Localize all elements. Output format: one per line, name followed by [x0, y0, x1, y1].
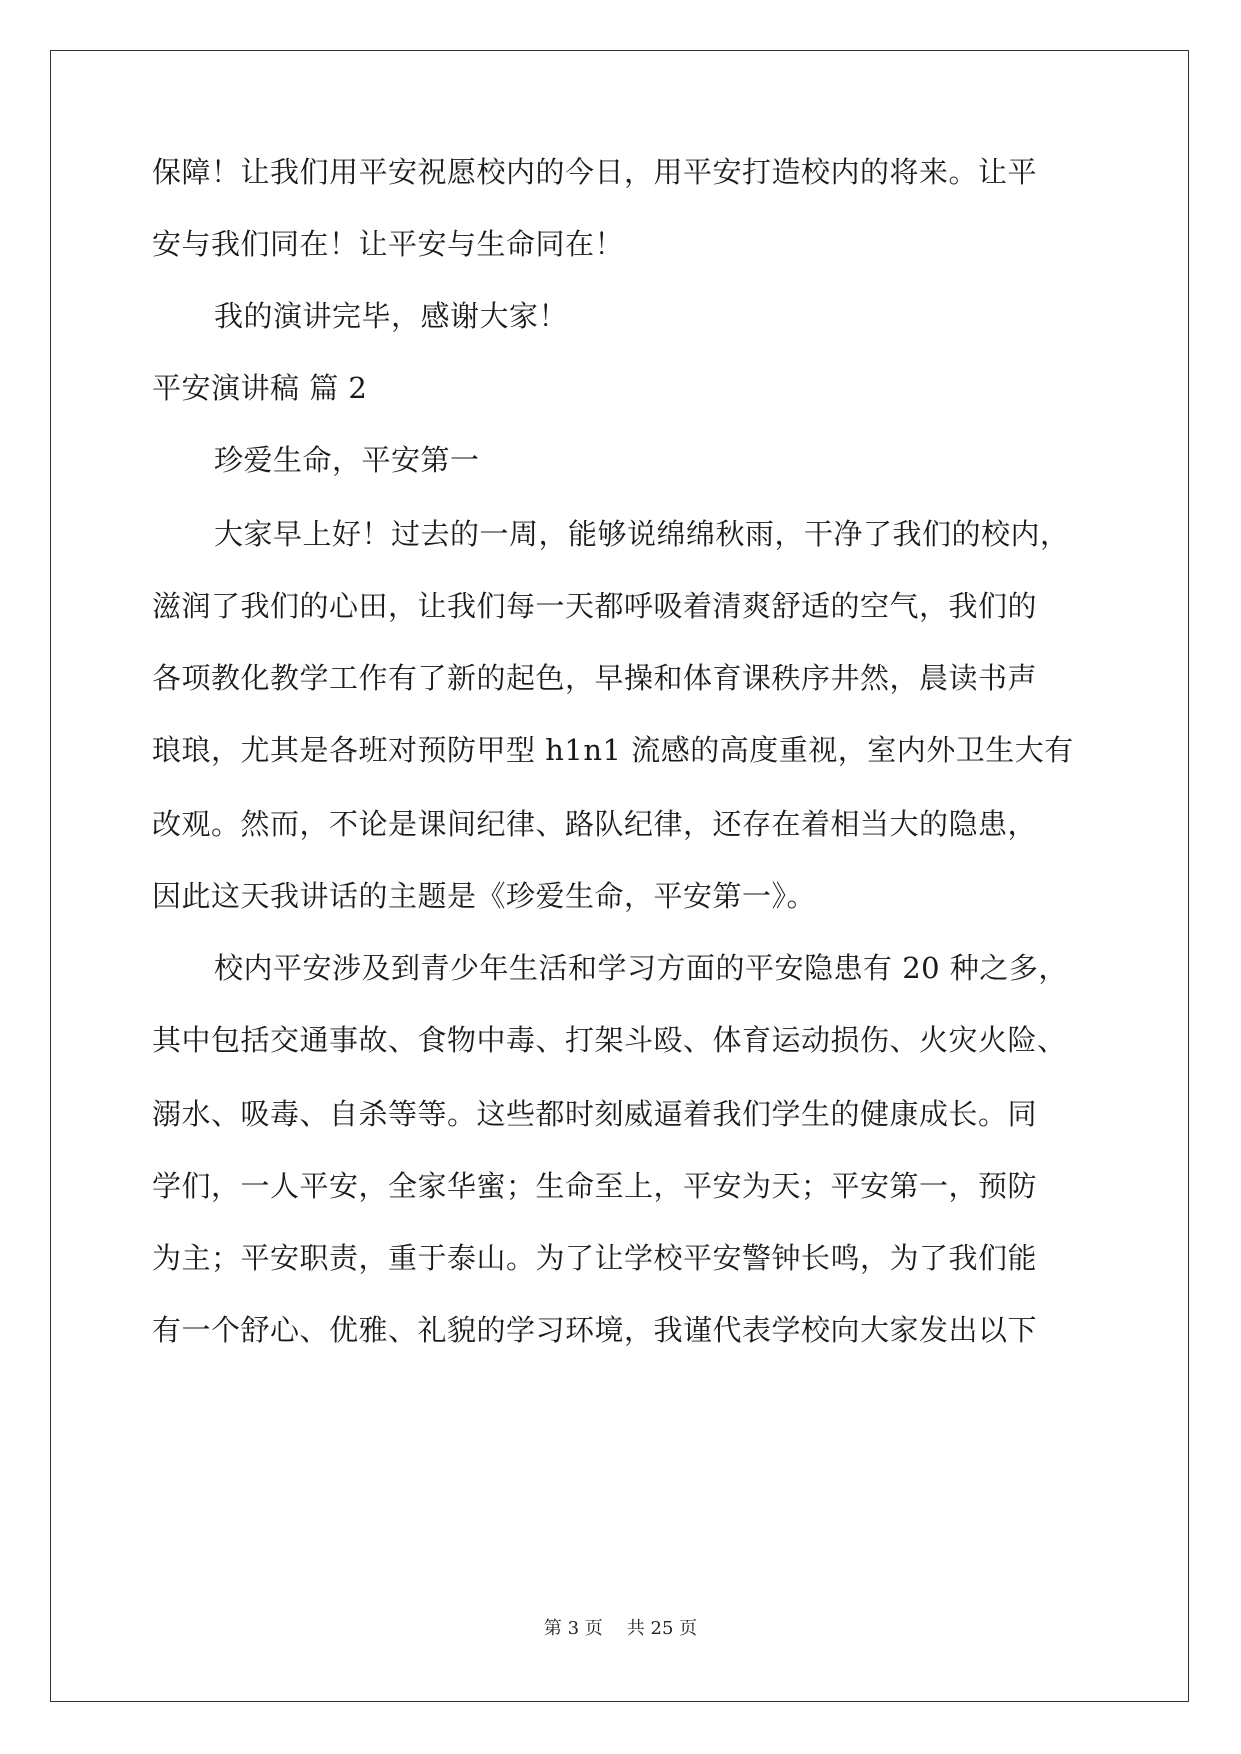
text-line: 安与我们同在！让平安与生命同在！: [152, 227, 625, 261]
text-line: 溺水、吸毒、自杀等等。这些都时刻威逼着我们学生的健康成长。同: [152, 1097, 1038, 1131]
page-footer: [0, 1617, 1241, 1641]
text-line: 保障！让我们用平安祝愿校内的今日，用平安打造校内的将来。让平: [152, 155, 1038, 189]
text-line: 改观。然而，不论是课间纪律、路队纪律，还存在着相当大的隐患，: [152, 807, 1038, 841]
page-number: 第 3 页: [543, 1618, 603, 1639]
text-line: 校内平安涉及到青少年生活和学习方面的平安隐患有 20 种之多，: [214, 951, 1068, 985]
text-line: 琅琅，尤其是各班对预防甲型 h1n1 流感的高度重视，室内外卫生大有: [152, 733, 1074, 767]
text-line: 有一个舒心、优雅、礼貌的学习环境，我谨代表学校向大家发出以下: [152, 1313, 1038, 1347]
speech-title: 珍爱生命，平安第一: [214, 443, 480, 477]
page-total: 共 25 页: [626, 1618, 698, 1639]
text-line: 其中包括交通事故、食物中毒、打架斗殴、体育运动损伤、火灾火险、: [152, 1023, 1067, 1057]
text-line: 因此这天我讲话的主题是《珍爱生命，平安第一》。: [152, 879, 817, 913]
text-line: 为主；平安职责，重于泰山。为了让学校平安警钟长鸣，为了我们能: [152, 1241, 1038, 1275]
text-line: 我的演讲完毕，感谢大家！: [214, 299, 569, 333]
section-heading: 平安演讲稿 篇 2: [152, 371, 368, 405]
text-line: 滋润了我们的心田，让我们每一天都呼吸着清爽舒适的空气，我们的: [152, 589, 1038, 623]
text-line: 大家早上好！过去的一周，能够说绵绵秋雨，干净了我们的校内，: [214, 517, 1070, 551]
text-line: 各项教化教学工作有了新的起色，早操和体育课秩序井然，晨读书声: [152, 661, 1038, 695]
text-line: 学们，一人平安，全家华蜜；生命至上，平安为天；平安第一，预防: [152, 1169, 1038, 1203]
